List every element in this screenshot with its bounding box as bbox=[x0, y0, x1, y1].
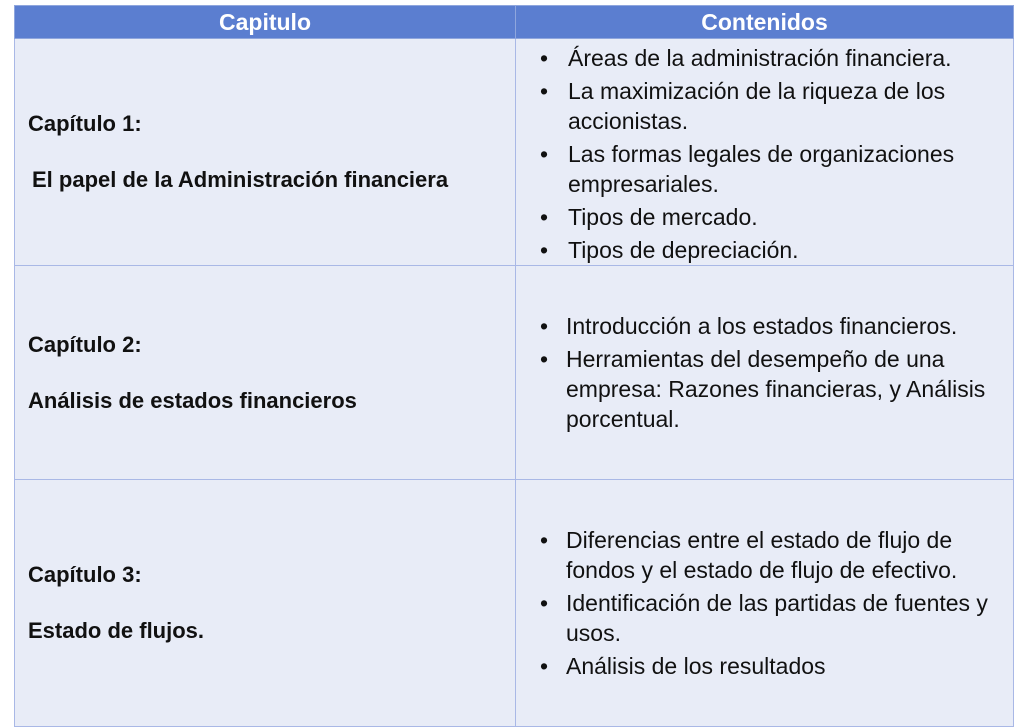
chapter-title: El papel de la Administración financiera bbox=[32, 167, 449, 192]
chapter-number: Capítulo 2: bbox=[28, 331, 142, 357]
header-capitulo: Capitulo bbox=[15, 6, 516, 39]
list-item-text: Diferencias entre el estado de flujo de fondos y el estado de flujo de efectivo. bbox=[566, 527, 958, 583]
chapter-title: Estado de flujos. bbox=[28, 618, 205, 643]
header-contenidos: Contenidos bbox=[516, 6, 1014, 39]
contents-cell bbox=[516, 266, 1014, 480]
list-item bbox=[528, 139, 1003, 199]
chapter-number: Capítulo 1: bbox=[28, 111, 142, 136]
list-item-text: Tipos de depreciación. bbox=[568, 237, 799, 263]
list-item bbox=[528, 202, 1003, 232]
list-item-text: Áreas de la administración financiera. bbox=[568, 45, 952, 71]
chapter-cell bbox=[15, 39, 516, 266]
list-item bbox=[528, 43, 1003, 73]
list-item bbox=[528, 235, 1003, 265]
contents-cell bbox=[516, 39, 1014, 266]
list-item bbox=[528, 344, 1003, 434]
contents-list bbox=[516, 311, 1013, 434]
chapter-title: Análisis de estados financieros bbox=[28, 387, 357, 413]
bullet-icon: • bbox=[539, 237, 549, 263]
contents-list bbox=[516, 525, 1013, 681]
list-item-text: Introducción a los estados financieros. bbox=[566, 313, 958, 339]
list-item-text: Las formas legales de organizaciones empresariales. bbox=[568, 141, 955, 197]
bullet-icon: • bbox=[539, 590, 549, 616]
list-item bbox=[528, 311, 1003, 341]
chapter-cell bbox=[15, 266, 516, 480]
list-item-text: Identificación de las partidas de fuentes y usos. bbox=[566, 590, 988, 646]
list-item bbox=[528, 76, 1003, 136]
bullet-icon: • bbox=[539, 141, 549, 167]
table-row bbox=[15, 266, 1014, 480]
bullet-icon: • bbox=[539, 313, 549, 339]
chapter-cell bbox=[15, 480, 516, 727]
list-item bbox=[528, 651, 1003, 681]
list-item-text: Herramientas del desempeño de una empresa: Razones financieras, y Análisis porcentual. bbox=[566, 346, 986, 432]
bullet-icon: • bbox=[539, 204, 549, 230]
chapter-block bbox=[15, 109, 515, 195]
list-item-text: Análisis de los resultados bbox=[566, 653, 826, 679]
bullet-icon: • bbox=[539, 45, 549, 71]
header-row bbox=[15, 6, 1014, 39]
table-row bbox=[15, 480, 1014, 727]
contents-list bbox=[516, 39, 1013, 265]
chapter-block bbox=[15, 330, 515, 416]
contents-cell bbox=[516, 480, 1014, 727]
chapter-block bbox=[15, 560, 515, 646]
list-item-text: La maximización de la riqueza de los accionistas. bbox=[568, 78, 946, 134]
bullet-icon: • bbox=[539, 653, 549, 679]
bullet-icon: • bbox=[539, 527, 549, 553]
bullet-icon: • bbox=[539, 346, 549, 372]
list-item-text: Tipos de mercado. bbox=[568, 204, 758, 230]
table-row bbox=[15, 39, 1014, 266]
chapter-number: Capítulo 3: bbox=[28, 562, 142, 587]
chapters-table bbox=[14, 5, 1014, 727]
bullet-icon: • bbox=[539, 78, 549, 104]
list-item bbox=[528, 588, 1003, 648]
list-item bbox=[528, 525, 1003, 585]
